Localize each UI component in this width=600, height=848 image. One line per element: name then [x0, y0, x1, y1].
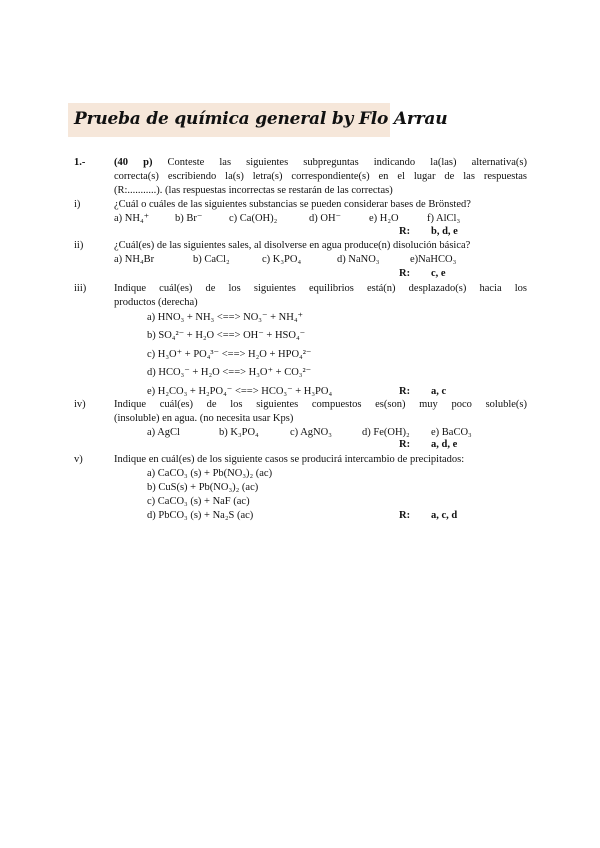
- qii-answer: c, e: [431, 268, 446, 279]
- qiv-option: c) AgNO₃: [290, 427, 332, 438]
- page-title: Prueba de química general by Flo Arrau: [74, 109, 448, 129]
- qv-answer: a, c, d: [431, 510, 458, 521]
- qiii-answer: a, c: [431, 386, 447, 397]
- qi-option: e) H₂O: [369, 213, 399, 224]
- qiii-r-label: R:: [399, 386, 411, 397]
- q1-intro-line-1: [114, 157, 527, 169]
- qiv-text-line-1: Indique cuál(es) de los siguientes compuestos es(son) muy poco soluble(s): [114, 399, 527, 410]
- qi-option: d) OH⁻: [309, 213, 342, 224]
- qiv-answer: a, d, e: [431, 439, 458, 450]
- qii-option: c) K₃PO₄: [262, 254, 302, 265]
- qiii-text-line-2: productos (derecha): [114, 297, 198, 308]
- qiii-equation: c) H₃O⁺ + PO₄³⁻ <==> H₂O + HPO₄²⁻: [147, 349, 312, 360]
- qiv-option: e) BaCO₃: [431, 427, 472, 438]
- qiv-option: d) Fe(OH)₂: [362, 427, 410, 438]
- q1-points: (40 p): [114, 157, 153, 168]
- qiii-equation: a) HNO₃ + NH₃ <==> NO₃⁻ + NH₄⁺: [147, 312, 304, 323]
- qi-option: a) NH₄⁺: [114, 213, 150, 224]
- qi-text: ¿Cuál o cuáles de las siguientes substancias se pueden considerar bases de Brönsted?: [114, 199, 471, 210]
- qii-option: a) NH₄Br: [114, 254, 155, 265]
- qii-option: d) NaNO₃: [337, 254, 380, 265]
- qii-r-label: R:: [399, 268, 411, 279]
- q1-number: 1.-: [74, 157, 86, 168]
- qiii-text-line-1: Indique cuál(es) de los siguientes equilibrios está(n) desplazado(s) hacia los: [114, 283, 527, 294]
- qiii-equation: d) HCO₃⁻ + H₂O <==> H₃O⁺ + CO₃²⁻: [147, 367, 312, 378]
- qii-mark: ii): [74, 240, 84, 251]
- q1-intro-text-1: Conteste las siguientes subpreguntas indicando la(las) alternativa(s): [167, 157, 527, 168]
- qi-option: c) Ca(OH)₂: [229, 213, 278, 224]
- qii-option: b) CaCl₂: [193, 254, 230, 265]
- qiii-equation: e) H₂CO₃ + H₂PO₄⁻ <==> HCO₃⁻ + H₃PO₄: [147, 386, 333, 397]
- qv-case: c) CaCO₃ (s) + NaF (ac): [147, 496, 250, 507]
- qiv-option: a) AgCl: [147, 427, 180, 438]
- qiv-option: b) K₃PO₄: [219, 427, 259, 438]
- qiv-mark: iv): [74, 399, 86, 410]
- qv-text: Indique en cuál(es) de los siguiente casos se producirá intercambio de precipitados:: [114, 454, 465, 465]
- q1-intro-line-3: (R:...........). (las respuestas incorrectas se restarán de las correctas): [114, 185, 393, 196]
- qii-text: ¿Cuál(es) de las siguientes sales, al disolverse en agua produce(n) disolución básica?: [114, 240, 471, 251]
- qv-mark: v): [74, 454, 83, 465]
- q1-intro-line-2: correcta(s) escribiendo la(s) letra(s) correspondiente(s) en el lugar de las respuestas: [114, 171, 527, 182]
- qi-answer: b, d, e: [431, 226, 458, 237]
- qi-option: b) Br⁻: [175, 213, 203, 224]
- qi-option: f) AlCl₃: [427, 213, 461, 224]
- qv-case: a) CaCO₃ (s) + Pb(NO₃)₂ (ac): [147, 468, 273, 479]
- qii-option: e)NaHCO₃: [410, 254, 457, 265]
- qiii-equation: b) SO₄²⁻ + H₂O <==> OH⁻ + HSO₄⁻: [147, 330, 306, 341]
- qiii-mark: iii): [74, 283, 87, 294]
- qv-r-label: R:: [399, 510, 411, 521]
- qi-r-label: R:: [399, 226, 411, 237]
- qiv-text-line-2: (insoluble) en agua. (no necesita usar Kps): [114, 413, 294, 424]
- qv-case: b) CuS(s) + Pb(NO₃)₂ (ac): [147, 482, 259, 493]
- qiv-r-label: R:: [399, 439, 411, 450]
- qv-case: d) PbCO₃ (s) + Na₂S (ac): [147, 510, 254, 521]
- qi-mark: i): [74, 199, 81, 210]
